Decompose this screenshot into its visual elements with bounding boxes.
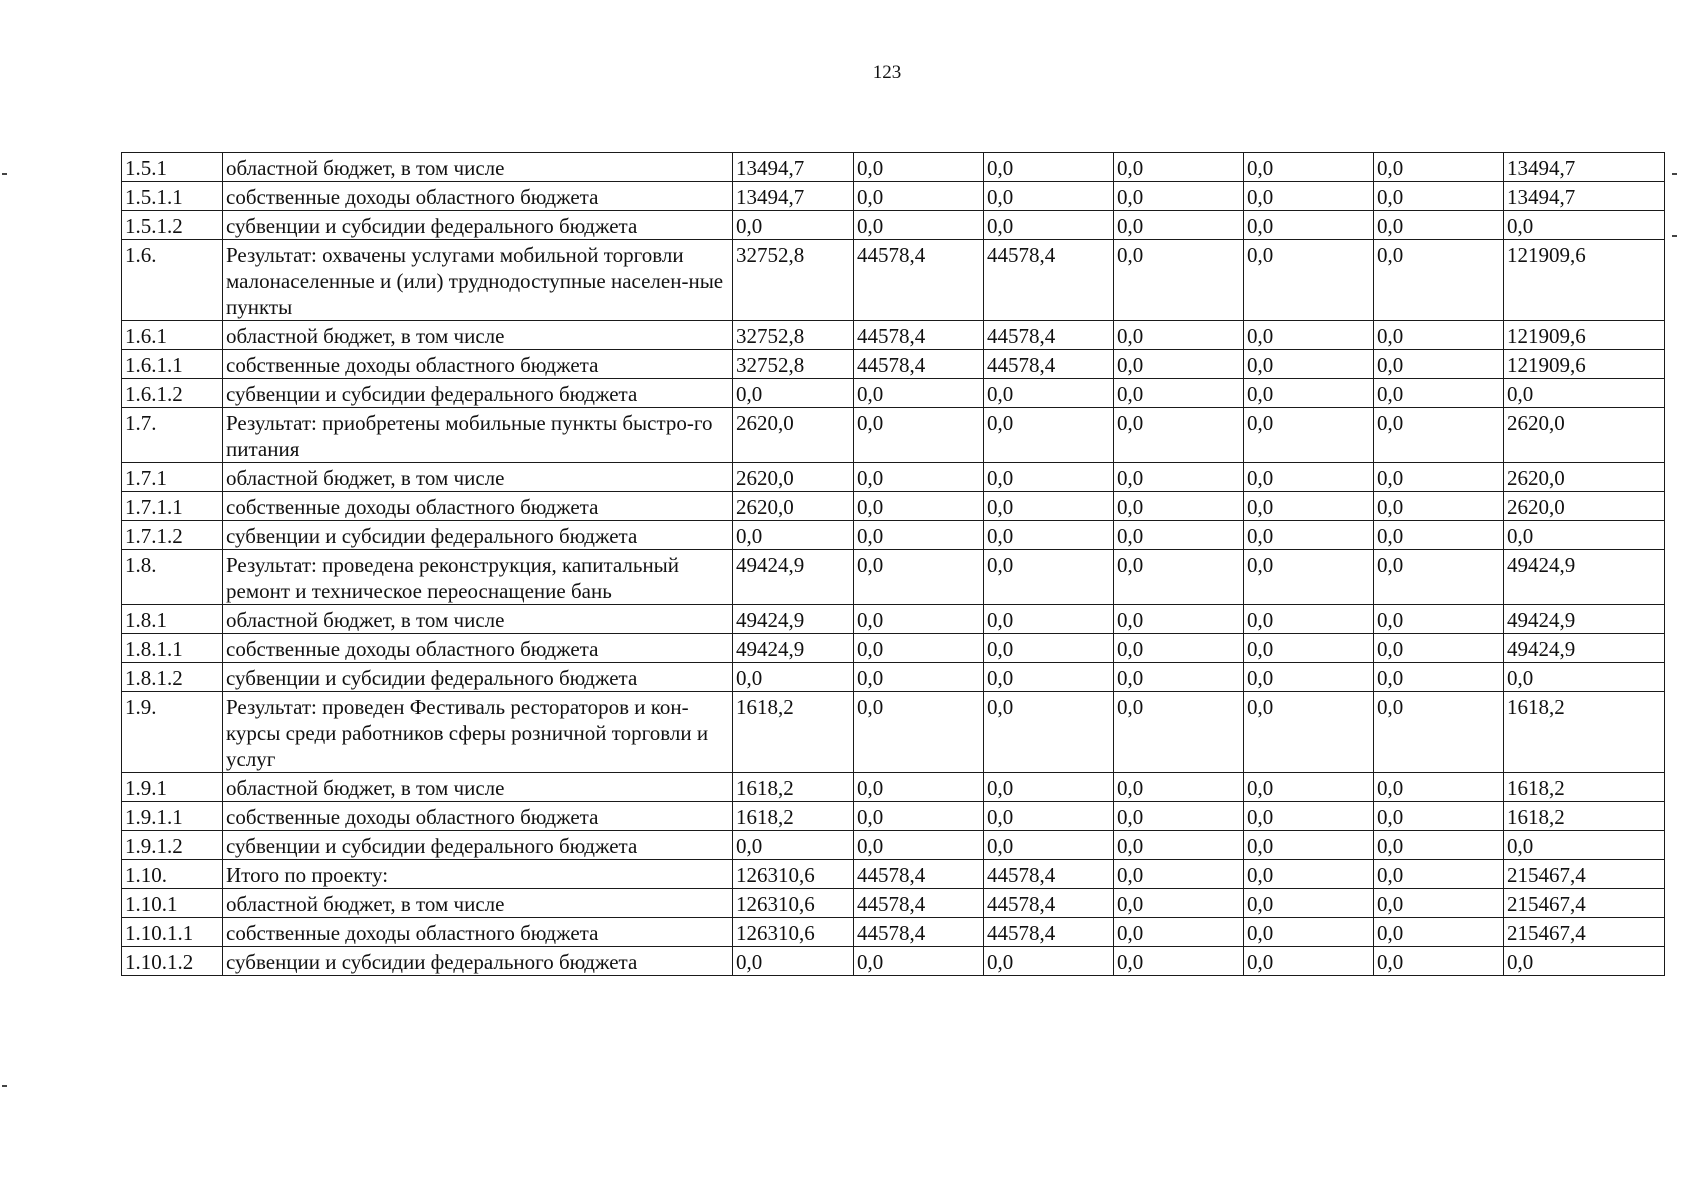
value-cell-3: 44578,4 [984,240,1114,321]
row-description-cell: субвенции и субсидии федерального бюджета [223,663,733,692]
value-cell-4: 0,0 [1114,211,1244,240]
value-cell-3: 0,0 [984,663,1114,692]
row-description-cell: Результат: приобретены мобильные пункты быстро-го питания [223,408,733,463]
value-cell-6: 0,0 [1374,889,1504,918]
table-row [122,773,1665,802]
value-cell-4: 0,0 [1114,831,1244,860]
value-cell-4: 0,0 [1114,350,1244,379]
value-cell-3: 0,0 [984,211,1114,240]
row-description-cell: собственные доходы областного бюджета [223,182,733,211]
value-cell-5: 0,0 [1244,773,1374,802]
value-cell-4: 0,0 [1114,663,1244,692]
value-cell-3: 0,0 [984,634,1114,663]
value-cell-1: 1618,2 [733,773,854,802]
value-cell-1: 49424,9 [733,605,854,634]
value-cell-4: 0,0 [1114,947,1244,976]
row-code-cell: 1.6. [122,240,223,321]
total-cell: 121909,6 [1504,350,1665,379]
row-code-cell: 1.7.1 [122,463,223,492]
value-cell-5: 0,0 [1244,663,1374,692]
row-description-cell: собственные доходы областного бюджета [223,802,733,831]
table-row [122,350,1665,379]
value-cell-3: 0,0 [984,773,1114,802]
value-cell-1: 32752,8 [733,240,854,321]
row-code-cell: 1.7. [122,408,223,463]
value-cell-1: 1618,2 [733,692,854,773]
value-cell-4: 0,0 [1114,889,1244,918]
total-cell: 49424,9 [1504,634,1665,663]
value-cell-1: 13494,7 [733,182,854,211]
table-row [122,521,1665,550]
value-cell-4: 0,0 [1114,692,1244,773]
table-row [122,492,1665,521]
value-cell-3: 0,0 [984,802,1114,831]
value-cell-2: 0,0 [854,831,984,860]
table-row [122,947,1665,976]
row-code-cell: 1.10.1.2 [122,947,223,976]
value-cell-2: 0,0 [854,692,984,773]
total-cell: 0,0 [1504,211,1665,240]
value-cell-5: 0,0 [1244,918,1374,947]
row-code-cell: 1.6.1.1 [122,350,223,379]
table-row [122,831,1665,860]
value-cell-6: 0,0 [1374,182,1504,211]
value-cell-3: 0,0 [984,550,1114,605]
value-cell-4: 0,0 [1114,182,1244,211]
total-cell: 49424,9 [1504,550,1665,605]
value-cell-2: 0,0 [854,947,984,976]
row-description-cell: субвенции и субсидии федерального бюджета [223,379,733,408]
row-description-cell: областной бюджет, в том числе [223,153,733,182]
value-cell-6: 0,0 [1374,634,1504,663]
table-row [122,802,1665,831]
value-cell-2: 0,0 [854,773,984,802]
table-row [122,550,1665,605]
value-cell-3: 44578,4 [984,321,1114,350]
value-cell-1: 0,0 [733,379,854,408]
value-cell-5: 0,0 [1244,463,1374,492]
page-number: 123 [872,62,902,83]
value-cell-2: 0,0 [854,463,984,492]
scan-edge-mark [2,173,7,175]
value-cell-6: 0,0 [1374,918,1504,947]
value-cell-6: 0,0 [1374,321,1504,350]
value-cell-3: 0,0 [984,947,1114,976]
total-cell: 0,0 [1504,379,1665,408]
value-cell-2: 0,0 [854,492,984,521]
value-cell-2: 0,0 [854,379,984,408]
value-cell-2: 0,0 [854,211,984,240]
table-row [122,463,1665,492]
value-cell-4: 0,0 [1114,918,1244,947]
value-cell-6: 0,0 [1374,947,1504,976]
value-cell-5: 0,0 [1244,802,1374,831]
row-code-cell: 1.7.1.2 [122,521,223,550]
value-cell-5: 0,0 [1244,634,1374,663]
row-code-cell: 1.9.1.1 [122,802,223,831]
value-cell-2: 0,0 [854,550,984,605]
value-cell-2: 44578,4 [854,860,984,889]
row-description-cell: собственные доходы областного бюджета [223,492,733,521]
table-row [122,634,1665,663]
value-cell-1: 2620,0 [733,463,854,492]
table-row [122,321,1665,350]
value-cell-1: 32752,8 [733,350,854,379]
row-code-cell: 1.6.1 [122,321,223,350]
budget-table-container [121,152,1664,976]
value-cell-5: 0,0 [1244,831,1374,860]
total-cell: 0,0 [1504,831,1665,860]
row-code-cell: 1.10.1 [122,889,223,918]
value-cell-1: 0,0 [733,663,854,692]
value-cell-4: 0,0 [1114,408,1244,463]
table-row [122,211,1665,240]
row-code-cell: 1.6.1.2 [122,379,223,408]
value-cell-5: 0,0 [1244,947,1374,976]
value-cell-2: 44578,4 [854,918,984,947]
value-cell-3: 0,0 [984,692,1114,773]
total-cell: 215467,4 [1504,918,1665,947]
row-code-cell: 1.10.1.1 [122,918,223,947]
value-cell-1: 1618,2 [733,802,854,831]
row-description-cell: субвенции и субсидии федерального бюджета [223,211,733,240]
value-cell-2: 0,0 [854,663,984,692]
total-cell: 0,0 [1504,521,1665,550]
value-cell-2: 44578,4 [854,350,984,379]
value-cell-1: 13494,7 [733,153,854,182]
value-cell-3: 44578,4 [984,860,1114,889]
total-cell: 13494,7 [1504,182,1665,211]
value-cell-1: 2620,0 [733,408,854,463]
value-cell-6: 0,0 [1374,692,1504,773]
value-cell-3: 44578,4 [984,350,1114,379]
row-code-cell: 1.7.1.1 [122,492,223,521]
value-cell-4: 0,0 [1114,521,1244,550]
value-cell-6: 0,0 [1374,463,1504,492]
row-code-cell: 1.9.1.2 [122,831,223,860]
table-row [122,182,1665,211]
row-code-cell: 1.5.1.1 [122,182,223,211]
row-description-cell: собственные доходы областного бюджета [223,350,733,379]
total-cell: 2620,0 [1504,408,1665,463]
value-cell-4: 0,0 [1114,321,1244,350]
value-cell-3: 44578,4 [984,918,1114,947]
value-cell-2: 44578,4 [854,240,984,321]
value-cell-2: 0,0 [854,605,984,634]
row-code-cell: 1.8.1.1 [122,634,223,663]
value-cell-5: 0,0 [1244,492,1374,521]
value-cell-5: 0,0 [1244,521,1374,550]
value-cell-4: 0,0 [1114,492,1244,521]
value-cell-2: 0,0 [854,521,984,550]
value-cell-2: 44578,4 [854,321,984,350]
value-cell-1: 126310,6 [733,918,854,947]
value-cell-5: 0,0 [1244,321,1374,350]
value-cell-6: 0,0 [1374,153,1504,182]
value-cell-3: 44578,4 [984,889,1114,918]
table-row [122,605,1665,634]
table-row [122,692,1665,773]
row-code-cell: 1.9.1 [122,773,223,802]
row-code-cell: 1.5.1.2 [122,211,223,240]
table-row [122,918,1665,947]
value-cell-5: 0,0 [1244,550,1374,605]
value-cell-1: 126310,6 [733,860,854,889]
total-cell: 1618,2 [1504,692,1665,773]
total-cell: 2620,0 [1504,463,1665,492]
scan-edge-mark [2,1085,7,1087]
value-cell-6: 0,0 [1374,605,1504,634]
row-description-cell: Результат: охвачены услугами мобильной торговли малонаселенные и (или) труднодоступные населен-ные пункты [223,240,733,321]
total-cell: 121909,6 [1504,321,1665,350]
value-cell-4: 0,0 [1114,379,1244,408]
value-cell-5: 0,0 [1244,860,1374,889]
total-cell: 49424,9 [1504,605,1665,634]
value-cell-1: 32752,8 [733,321,854,350]
value-cell-3: 0,0 [984,408,1114,463]
value-cell-3: 0,0 [984,492,1114,521]
value-cell-6: 0,0 [1374,550,1504,605]
total-cell: 121909,6 [1504,240,1665,321]
value-cell-2: 0,0 [854,182,984,211]
row-code-cell: 1.8.1 [122,605,223,634]
value-cell-6: 0,0 [1374,521,1504,550]
total-cell: 0,0 [1504,663,1665,692]
value-cell-1: 0,0 [733,521,854,550]
row-description-cell: собственные доходы областного бюджета [223,634,733,663]
value-cell-1: 126310,6 [733,889,854,918]
value-cell-2: 0,0 [854,153,984,182]
value-cell-6: 0,0 [1374,350,1504,379]
total-cell: 13494,7 [1504,153,1665,182]
value-cell-3: 0,0 [984,182,1114,211]
value-cell-4: 0,0 [1114,802,1244,831]
value-cell-5: 0,0 [1244,605,1374,634]
value-cell-1: 2620,0 [733,492,854,521]
value-cell-1: 0,0 [733,831,854,860]
total-cell: 215467,4 [1504,889,1665,918]
table-row [122,889,1665,918]
value-cell-2: 44578,4 [854,889,984,918]
row-description-cell: субвенции и субсидии федерального бюджета [223,947,733,976]
row-description-cell: Результат: проведена реконструкция, капитальный ремонт и техническое переоснащение бань [223,550,733,605]
value-cell-4: 0,0 [1114,634,1244,663]
value-cell-6: 0,0 [1374,773,1504,802]
table-row [122,408,1665,463]
value-cell-5: 0,0 [1244,692,1374,773]
table-row [122,860,1665,889]
value-cell-6: 0,0 [1374,240,1504,321]
value-cell-4: 0,0 [1114,550,1244,605]
value-cell-5: 0,0 [1244,182,1374,211]
row-description-cell: Итого по проекту: [223,860,733,889]
row-description-cell: собственные доходы областного бюджета [223,918,733,947]
total-cell: 2620,0 [1504,492,1665,521]
value-cell-5: 0,0 [1244,350,1374,379]
value-cell-5: 0,0 [1244,379,1374,408]
value-cell-4: 0,0 [1114,773,1244,802]
value-cell-2: 0,0 [854,802,984,831]
row-description-cell: субвенции и субсидии федерального бюджета [223,521,733,550]
total-cell: 0,0 [1504,947,1665,976]
value-cell-3: 0,0 [984,379,1114,408]
value-cell-6: 0,0 [1374,831,1504,860]
table-row [122,240,1665,321]
row-description-cell: областной бюджет, в том числе [223,889,733,918]
value-cell-6: 0,0 [1374,379,1504,408]
table-body [122,153,1665,976]
table-row [122,663,1665,692]
value-cell-1: 49424,9 [733,634,854,663]
scan-edge-mark [1672,173,1677,175]
value-cell-1: 0,0 [733,947,854,976]
row-description-cell: Результат: проведен Фестиваль рестораторов и кон-курсы среди работников сферы розничной торговли и услуг [223,692,733,773]
value-cell-5: 0,0 [1244,889,1374,918]
value-cell-4: 0,0 [1114,240,1244,321]
row-description-cell: областной бюджет, в том числе [223,321,733,350]
value-cell-6: 0,0 [1374,492,1504,521]
value-cell-6: 0,0 [1374,860,1504,889]
row-code-cell: 1.8. [122,550,223,605]
value-cell-4: 0,0 [1114,153,1244,182]
value-cell-1: 49424,9 [733,550,854,605]
value-cell-6: 0,0 [1374,802,1504,831]
value-cell-3: 0,0 [984,521,1114,550]
row-code-cell: 1.9. [122,692,223,773]
row-description-cell: субвенции и субсидии федерального бюджета [223,831,733,860]
value-cell-5: 0,0 [1244,240,1374,321]
value-cell-6: 0,0 [1374,408,1504,463]
value-cell-5: 0,0 [1244,211,1374,240]
budget-table [121,152,1665,976]
value-cell-3: 0,0 [984,605,1114,634]
total-cell: 215467,4 [1504,860,1665,889]
total-cell: 1618,2 [1504,773,1665,802]
row-description-cell: областной бюджет, в том числе [223,773,733,802]
value-cell-1: 0,0 [733,211,854,240]
value-cell-3: 0,0 [984,153,1114,182]
row-description-cell: областной бюджет, в том числе [223,463,733,492]
table-row [122,379,1665,408]
value-cell-3: 0,0 [984,831,1114,860]
row-code-cell: 1.8.1.2 [122,663,223,692]
row-code-cell: 1.10. [122,860,223,889]
value-cell-6: 0,0 [1374,663,1504,692]
value-cell-6: 0,0 [1374,211,1504,240]
scan-edge-mark [1672,235,1677,237]
total-cell: 1618,2 [1504,802,1665,831]
value-cell-3: 0,0 [984,463,1114,492]
value-cell-2: 0,0 [854,634,984,663]
value-cell-4: 0,0 [1114,860,1244,889]
value-cell-2: 0,0 [854,408,984,463]
value-cell-5: 0,0 [1244,408,1374,463]
row-code-cell: 1.5.1 [122,153,223,182]
table-row [122,153,1665,182]
value-cell-4: 0,0 [1114,605,1244,634]
value-cell-5: 0,0 [1244,153,1374,182]
row-description-cell: областной бюджет, в том числе [223,605,733,634]
value-cell-4: 0,0 [1114,463,1244,492]
